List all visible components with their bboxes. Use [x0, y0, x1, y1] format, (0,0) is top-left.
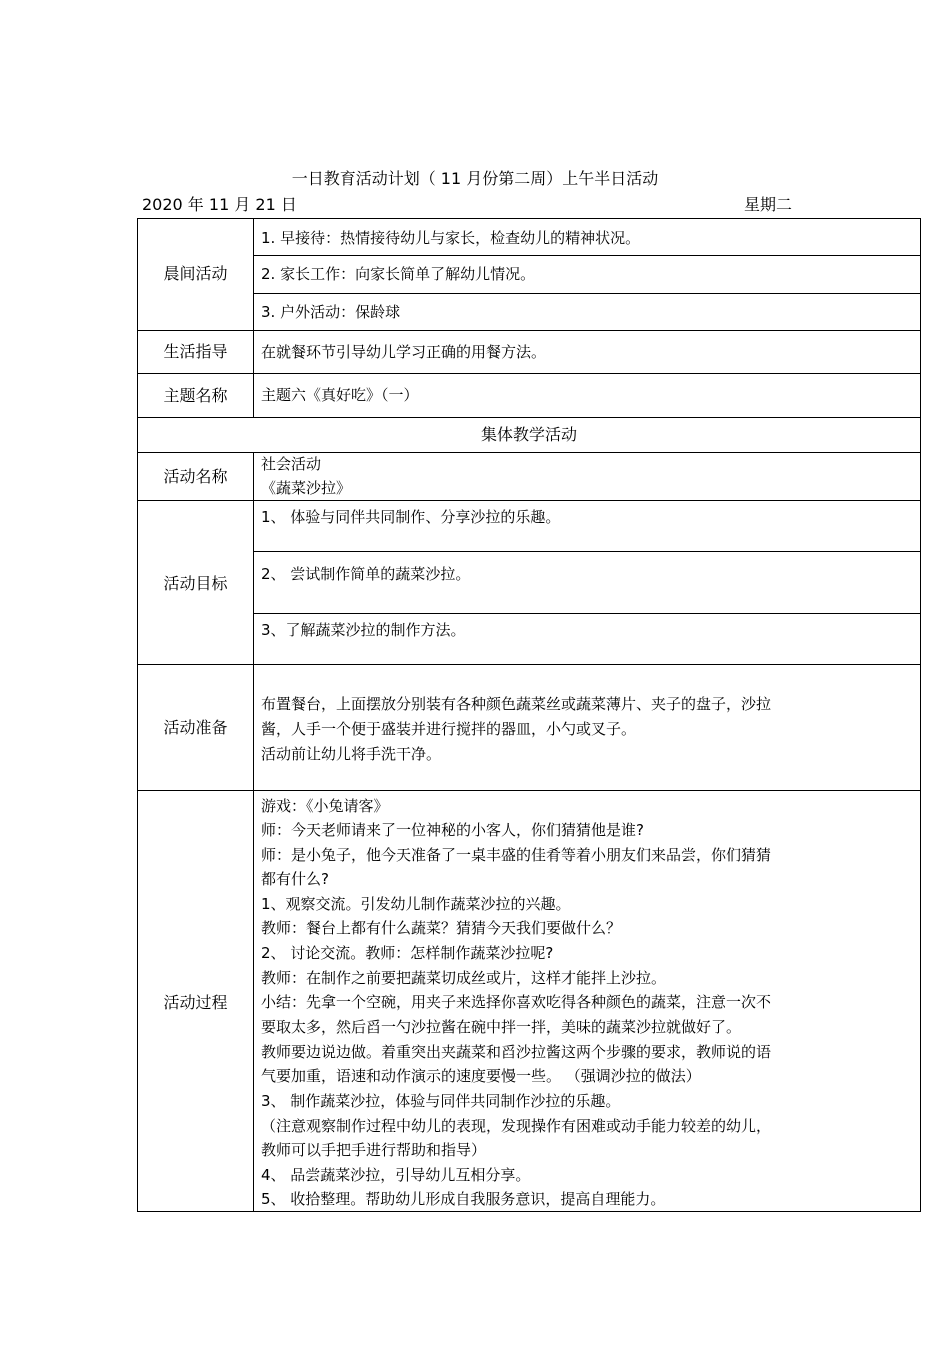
column-divider-bottom — [253, 452, 254, 1212]
prep-line: 活动前让幼儿将手洗干净。 — [261, 745, 442, 763]
prep-label: 活动准备 — [163, 718, 228, 737]
row-divider — [253, 551, 921, 552]
goal-item: 3、了解蔬菜沙拉的制作方法。 — [261, 621, 466, 639]
process-line: 3、 制作蔬菜沙拉，体验与同伴共同制作沙拉的乐趣。 — [261, 1092, 621, 1110]
process-line: （注意观察制作过程中幼儿的表现，发现操作有困难或动手能力较差的幼儿， — [261, 1117, 772, 1135]
theme-label: 主题名称 — [163, 386, 228, 405]
process-line: 教师：在制作之前要把蔬菜切成丝或片，这样才能拌上沙拉。 — [261, 969, 667, 987]
process-line: 教师要边说边做。着重突出夹蔬菜和舀沙拉酱这两个步骤的要求，教师说的语 — [261, 1043, 772, 1061]
row-divider — [253, 255, 921, 256]
activity-name-line: 社会活动 — [261, 455, 322, 473]
process-line: 要取太多，然后舀一勺沙拉酱在碗中拌一拌，美味的蔬菜沙拉就做好了。 — [261, 1018, 742, 1036]
row-divider — [137, 417, 921, 418]
life-text: 在就餐环节引导幼儿学习正确的用餐方法。 — [261, 343, 547, 361]
row-divider — [253, 293, 921, 294]
morning-label: 晨间活动 — [163, 264, 228, 283]
prep-line: 布置餐台，上面摆放分别装有各种颜色蔬菜丝或蔬菜薄片、夹子的盘子，沙拉 — [261, 695, 772, 713]
process-line: 气要加重，语速和动作演示的速度要慢一些。 （强调沙拉的做法） — [261, 1067, 701, 1085]
morning-item: 1. 早接待：热情接待幼儿与家长，检查幼儿的精神状况。 — [261, 229, 641, 247]
row-divider — [137, 664, 921, 665]
morning-item: 2. 家长工作：向家长简单了解幼儿情况。 — [261, 265, 536, 283]
goals-label: 活动目标 — [163, 574, 228, 593]
process-line: 都有什么? — [261, 870, 329, 888]
row-divider — [137, 330, 921, 331]
row-divider — [137, 500, 921, 501]
life-label: 生活指导 — [163, 342, 228, 361]
process-line: 师：是小兔子，他今天准备了一桌丰盛的佳肴等着小朋友们来品尝，你们猜猜 — [261, 846, 772, 864]
row-divider — [137, 373, 921, 374]
activity-name-line: 《蔬菜沙拉》 — [261, 479, 352, 497]
row-divider — [137, 452, 921, 453]
process-line: 5、 收拾整理。帮助幼儿形成自我服务意识，提高自理能力。 — [261, 1190, 666, 1208]
plan-date: 2020 年 11 月 21 日 — [142, 195, 297, 214]
process-line: 游戏：《小兔请客》 — [261, 797, 389, 815]
group-activity-header: 集体教学活动 — [480, 425, 577, 444]
process-line: 教师可以手把手进行帮助和指导） — [261, 1141, 487, 1159]
row-divider — [137, 790, 921, 791]
document-title: 一日教育活动计划（ 11 月份第二周）上午半日活动 — [291, 169, 659, 188]
plan-weekday: 星期二 — [744, 195, 793, 214]
process-line: 2、 讨论交流。教师：怎样制作蔬菜沙拉呢? — [261, 944, 554, 962]
process-line: 1、观察交流。引发幼儿制作蔬菜沙拉的兴趣。 — [261, 895, 571, 913]
process-line: 教师：餐台上都有什么蔬菜？猜猜今天我们要做什么？ — [261, 919, 622, 937]
morning-item: 3. 户外活动：保龄球 — [261, 303, 401, 321]
activity-name-label: 活动名称 — [163, 467, 228, 486]
row-divider — [253, 613, 921, 614]
process-line: 4、 品尝蔬菜沙拉，引导幼儿互相分享。 — [261, 1166, 531, 1184]
column-divider-top — [253, 218, 254, 417]
process-line: 师：今天老师请来了一位神秘的小客人，你们猜猜他是谁? — [261, 821, 644, 839]
theme-text: 主题六《真好吃》（一） — [261, 386, 419, 404]
prep-line: 酱，人手一个便于盛装并进行搅拌的器皿，小勺或叉子。 — [261, 720, 637, 738]
goal-item: 2、 尝试制作简单的蔬菜沙拉。 — [261, 565, 471, 583]
goal-item: 1、 体验与同伴共同制作、分享沙拉的乐趣。 — [261, 508, 561, 526]
process-label: 活动过程 — [163, 993, 228, 1012]
process-line: 小结：先拿一个空碗，用夹子来选择你喜欢吃得各种颜色的蔬菜，注意一次不 — [261, 993, 772, 1011]
